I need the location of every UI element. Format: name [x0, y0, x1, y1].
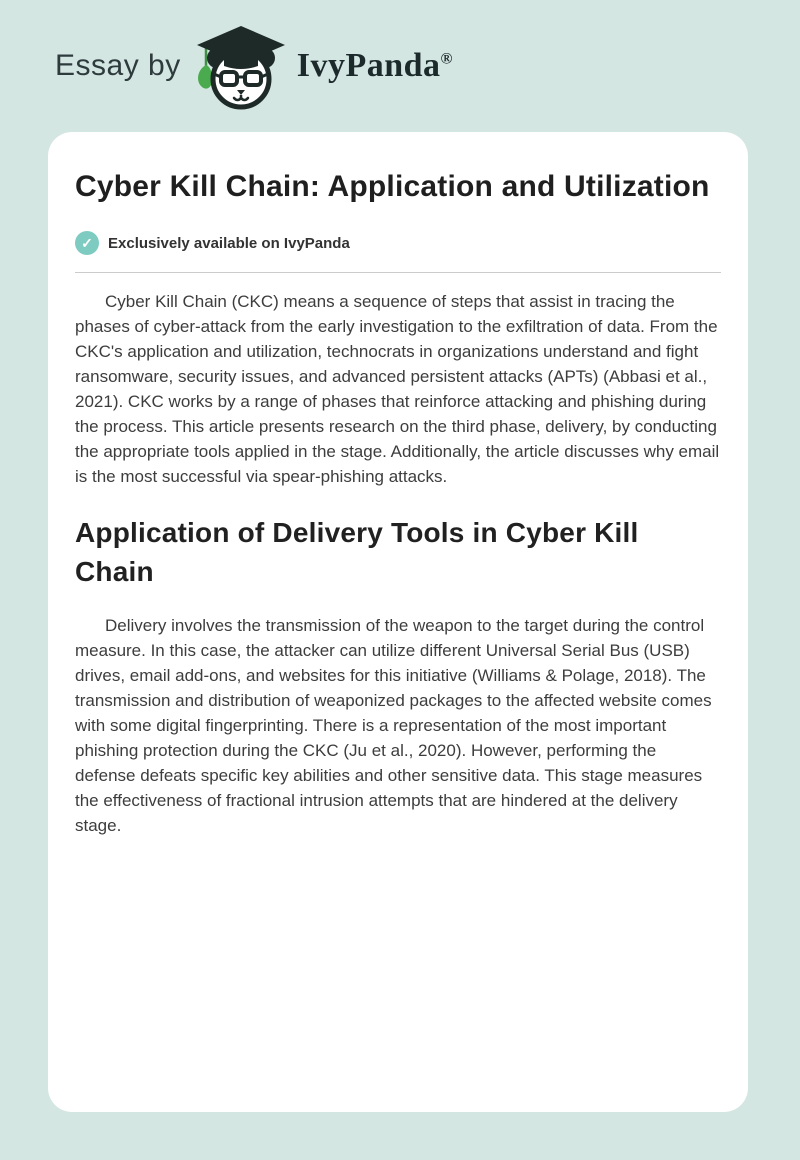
brand-wordmark: IvyPanda® [296, 47, 453, 84]
essay-title: Cyber Kill Chain: Application and Utilization [75, 170, 710, 203]
exclusive-badge [75, 231, 721, 255]
essay-paragraph-1: Cyber Kill Chain (CKC) means a sequence of steps that assist in tracing the phases of cyber-attack from the early investigation to the exfiltration of data. From the CKC's application and utilization, technocrats in organizations understand and fight ransomware, security issues, and advanced persistent attacks (APTs) (Abbasi et al., 2021). CKC works by a range of phases that reinforce attacking and phishing during the process. This article presents research on the third phase, delivery, by conducting the appropriate tools applied in the stage. Additionally, the article discusses why email is the most successful via spear-phishing attacks. [75, 292, 720, 486]
exclusive-badge-label: Exclusively available on IvyPanda [108, 234, 350, 252]
page-header [0, 0, 800, 132]
section-heading-delivery-tools: Application of Delivery Tools in Cyber Kill Chain [75, 517, 639, 587]
essay-card [48, 132, 748, 1112]
registered-trademark: ® [440, 50, 453, 68]
essay-paragraph-2: Delivery involves the transmission of the weapon to the target during the control measure. In this case, the attacker can utilize different Universal Serial Bus (USB) drives, email add-ons, and websites for this initiative (Williams & Polage, 2018). The transmission and distribution of weaponized packages to the affected website comes with some digital fingerprinting. There is a representation of the most important phishing protection during the CKC (Ju et al., 2020). However, performing the defense defeats specific key abilities and other sensitive data. This stage measures the effectiveness of fractional intrusion attempts that are hindered at the delivery stage. [75, 616, 712, 835]
divider [75, 272, 721, 273]
essay-by-label: Essay by [55, 49, 181, 82]
check-icon: ✓ [75, 231, 99, 255]
panda-graduate-icon [195, 22, 287, 110]
